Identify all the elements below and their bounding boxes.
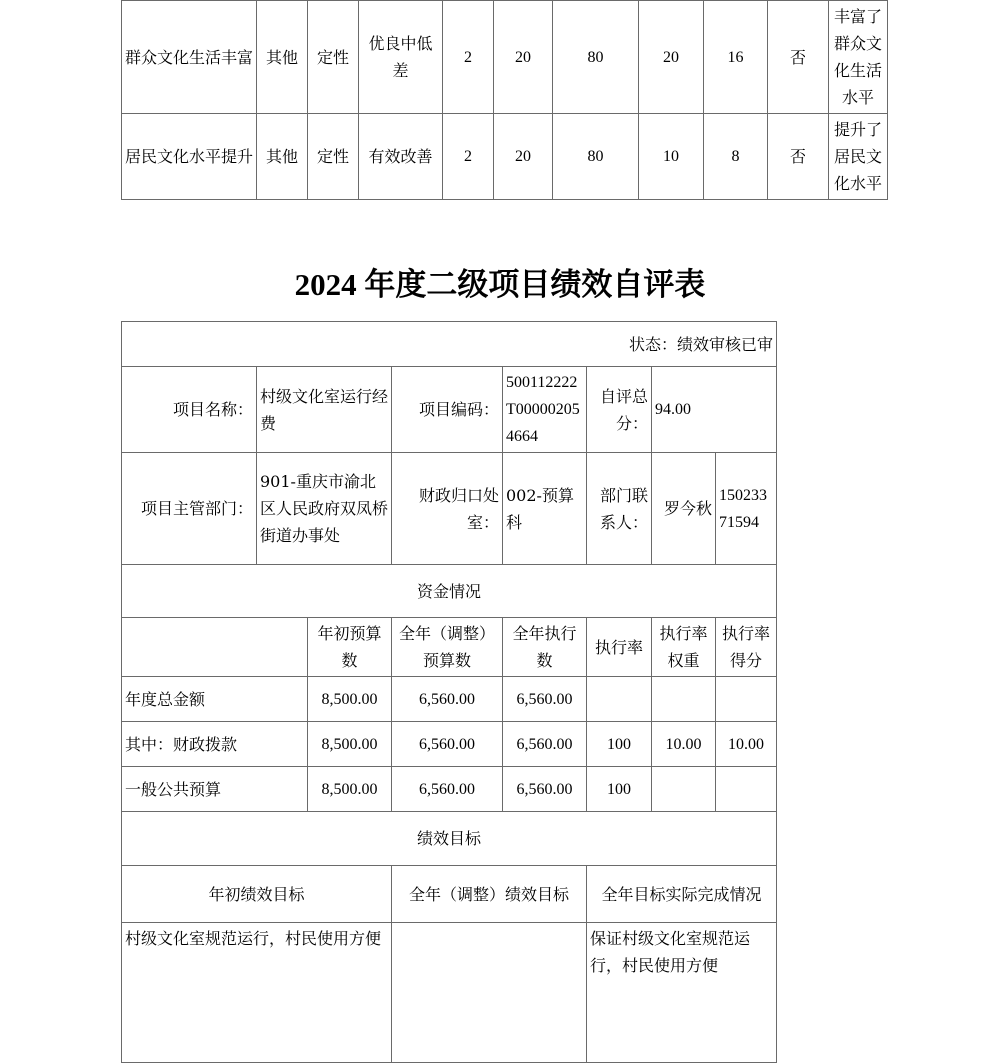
column-header: 全年（调整）预算数 (392, 618, 503, 677)
phone-number: 15023371594 (716, 453, 777, 565)
fund-weight (652, 677, 716, 722)
fund-label: 其中：财政拨款 (122, 722, 308, 767)
indicator-value: 80 (553, 114, 639, 200)
fund-budget: 8,500.00 (308, 677, 392, 722)
indicator-deduct: 否 (768, 1, 829, 114)
indicator-type: 其他 (257, 1, 308, 114)
column-header: 全年执行数 (503, 618, 587, 677)
fund-score (716, 677, 777, 722)
status-text: 状态：绩效审核已审 (122, 322, 777, 367)
fund-budget: 8,500.00 (308, 722, 392, 767)
fund-adjusted: 6,560.00 (392, 722, 503, 767)
indicator-nature: 定性 (308, 114, 359, 200)
project-name: 村级文化室运行经费 (257, 367, 392, 453)
table-header-row (122, 866, 777, 923)
contact-label: 部门联系人： (587, 453, 652, 565)
indicator-value: 10 (639, 114, 704, 200)
finance-label: 财政归口处室： (392, 453, 503, 565)
indicator-value: 16 (704, 1, 768, 114)
fund-score: 10.00 (716, 722, 777, 767)
indicator-deduct: 否 (768, 114, 829, 200)
contact-name: 罗今秋 (652, 453, 716, 565)
table-row (122, 114, 888, 200)
finance-office: 002-预算科 (503, 453, 587, 565)
goals-section-title: 绩效目标 (122, 812, 777, 866)
self-score: 94.00 (652, 367, 777, 453)
indicator-value: 80 (553, 1, 639, 114)
table-row (122, 722, 777, 767)
fund-adjusted: 6,560.00 (392, 767, 503, 812)
section-row (122, 812, 777, 866)
fund-adjusted: 6,560.00 (392, 677, 503, 722)
column-header: 执行率得分 (716, 618, 777, 677)
column-header: 执行率 (587, 618, 652, 677)
fund-rate (587, 677, 652, 722)
indicator-standard: 有效改善 (359, 114, 443, 200)
column-header: 年初预算数 (308, 618, 392, 677)
empty-cell (122, 618, 308, 677)
column-header: 全年（调整）绩效目标 (392, 866, 587, 923)
indicator-value: 2 (443, 1, 494, 114)
fund-rate: 100 (587, 722, 652, 767)
section-row (122, 565, 777, 618)
indicator-name: 居民文化水平提升 (122, 114, 257, 200)
column-header: 执行率权重 (652, 618, 716, 677)
indicator-value: 2 (443, 114, 494, 200)
page-title: 2024 年度二级项目绩效自评表 (294, 267, 706, 302)
indicator-note: 丰富了群众文化生活水平 (829, 1, 888, 114)
indicator-value: 20 (639, 1, 704, 114)
indicator-value: 20 (494, 1, 553, 114)
table-row (122, 677, 777, 722)
fund-rate: 100 (587, 767, 652, 812)
fund-executed: 6,560.00 (503, 677, 587, 722)
project-name-label: 项目名称： (122, 367, 257, 453)
self-score-label: 自评总分： (587, 367, 652, 453)
fund-executed: 6,560.00 (503, 767, 587, 812)
fund-executed: 6,560.00 (503, 722, 587, 767)
indicator-value: 8 (704, 114, 768, 200)
table-header-row (122, 618, 777, 677)
funds-section-title: 资金情况 (122, 565, 777, 618)
fund-score (716, 767, 777, 812)
adjusted-goal (392, 923, 587, 1063)
table-row (122, 767, 777, 812)
indicator-table (121, 0, 888, 200)
initial-goal: 村级文化室规范运行，村民使用方便 (122, 923, 392, 1063)
project-code-label: 项目编码： (392, 367, 503, 453)
dept-label: 项目主管部门： (122, 453, 257, 565)
status-row (122, 322, 777, 367)
indicator-nature: 定性 (308, 1, 359, 114)
indicator-type: 其他 (257, 114, 308, 200)
indicator-standard: 优良中低差 (359, 1, 443, 114)
fund-label: 年度总金额 (122, 677, 308, 722)
fund-weight (652, 767, 716, 812)
evaluation-table (121, 321, 777, 1063)
fund-weight: 10.00 (652, 722, 716, 767)
actual-completion: 保证村级文化室规范运行，村民使用方便 (587, 923, 777, 1063)
column-header: 年初绩效目标 (122, 866, 392, 923)
dept: 901-重庆市渝北区人民政府双凤桥街道办事处 (257, 453, 392, 565)
table-row (122, 367, 777, 453)
table-row (122, 1, 888, 114)
table-row (122, 453, 777, 565)
indicator-note: 提升了居民文化水平 (829, 114, 888, 200)
indicator-value: 20 (494, 114, 553, 200)
fund-budget: 8,500.00 (308, 767, 392, 812)
column-header: 全年目标实际完成情况 (587, 866, 777, 923)
fund-label: 一般公共预算 (122, 767, 308, 812)
table-row (122, 923, 777, 1063)
project-code: 500112222T000002054664 (503, 367, 587, 453)
indicator-name: 群众文化生活丰富 (122, 1, 257, 114)
